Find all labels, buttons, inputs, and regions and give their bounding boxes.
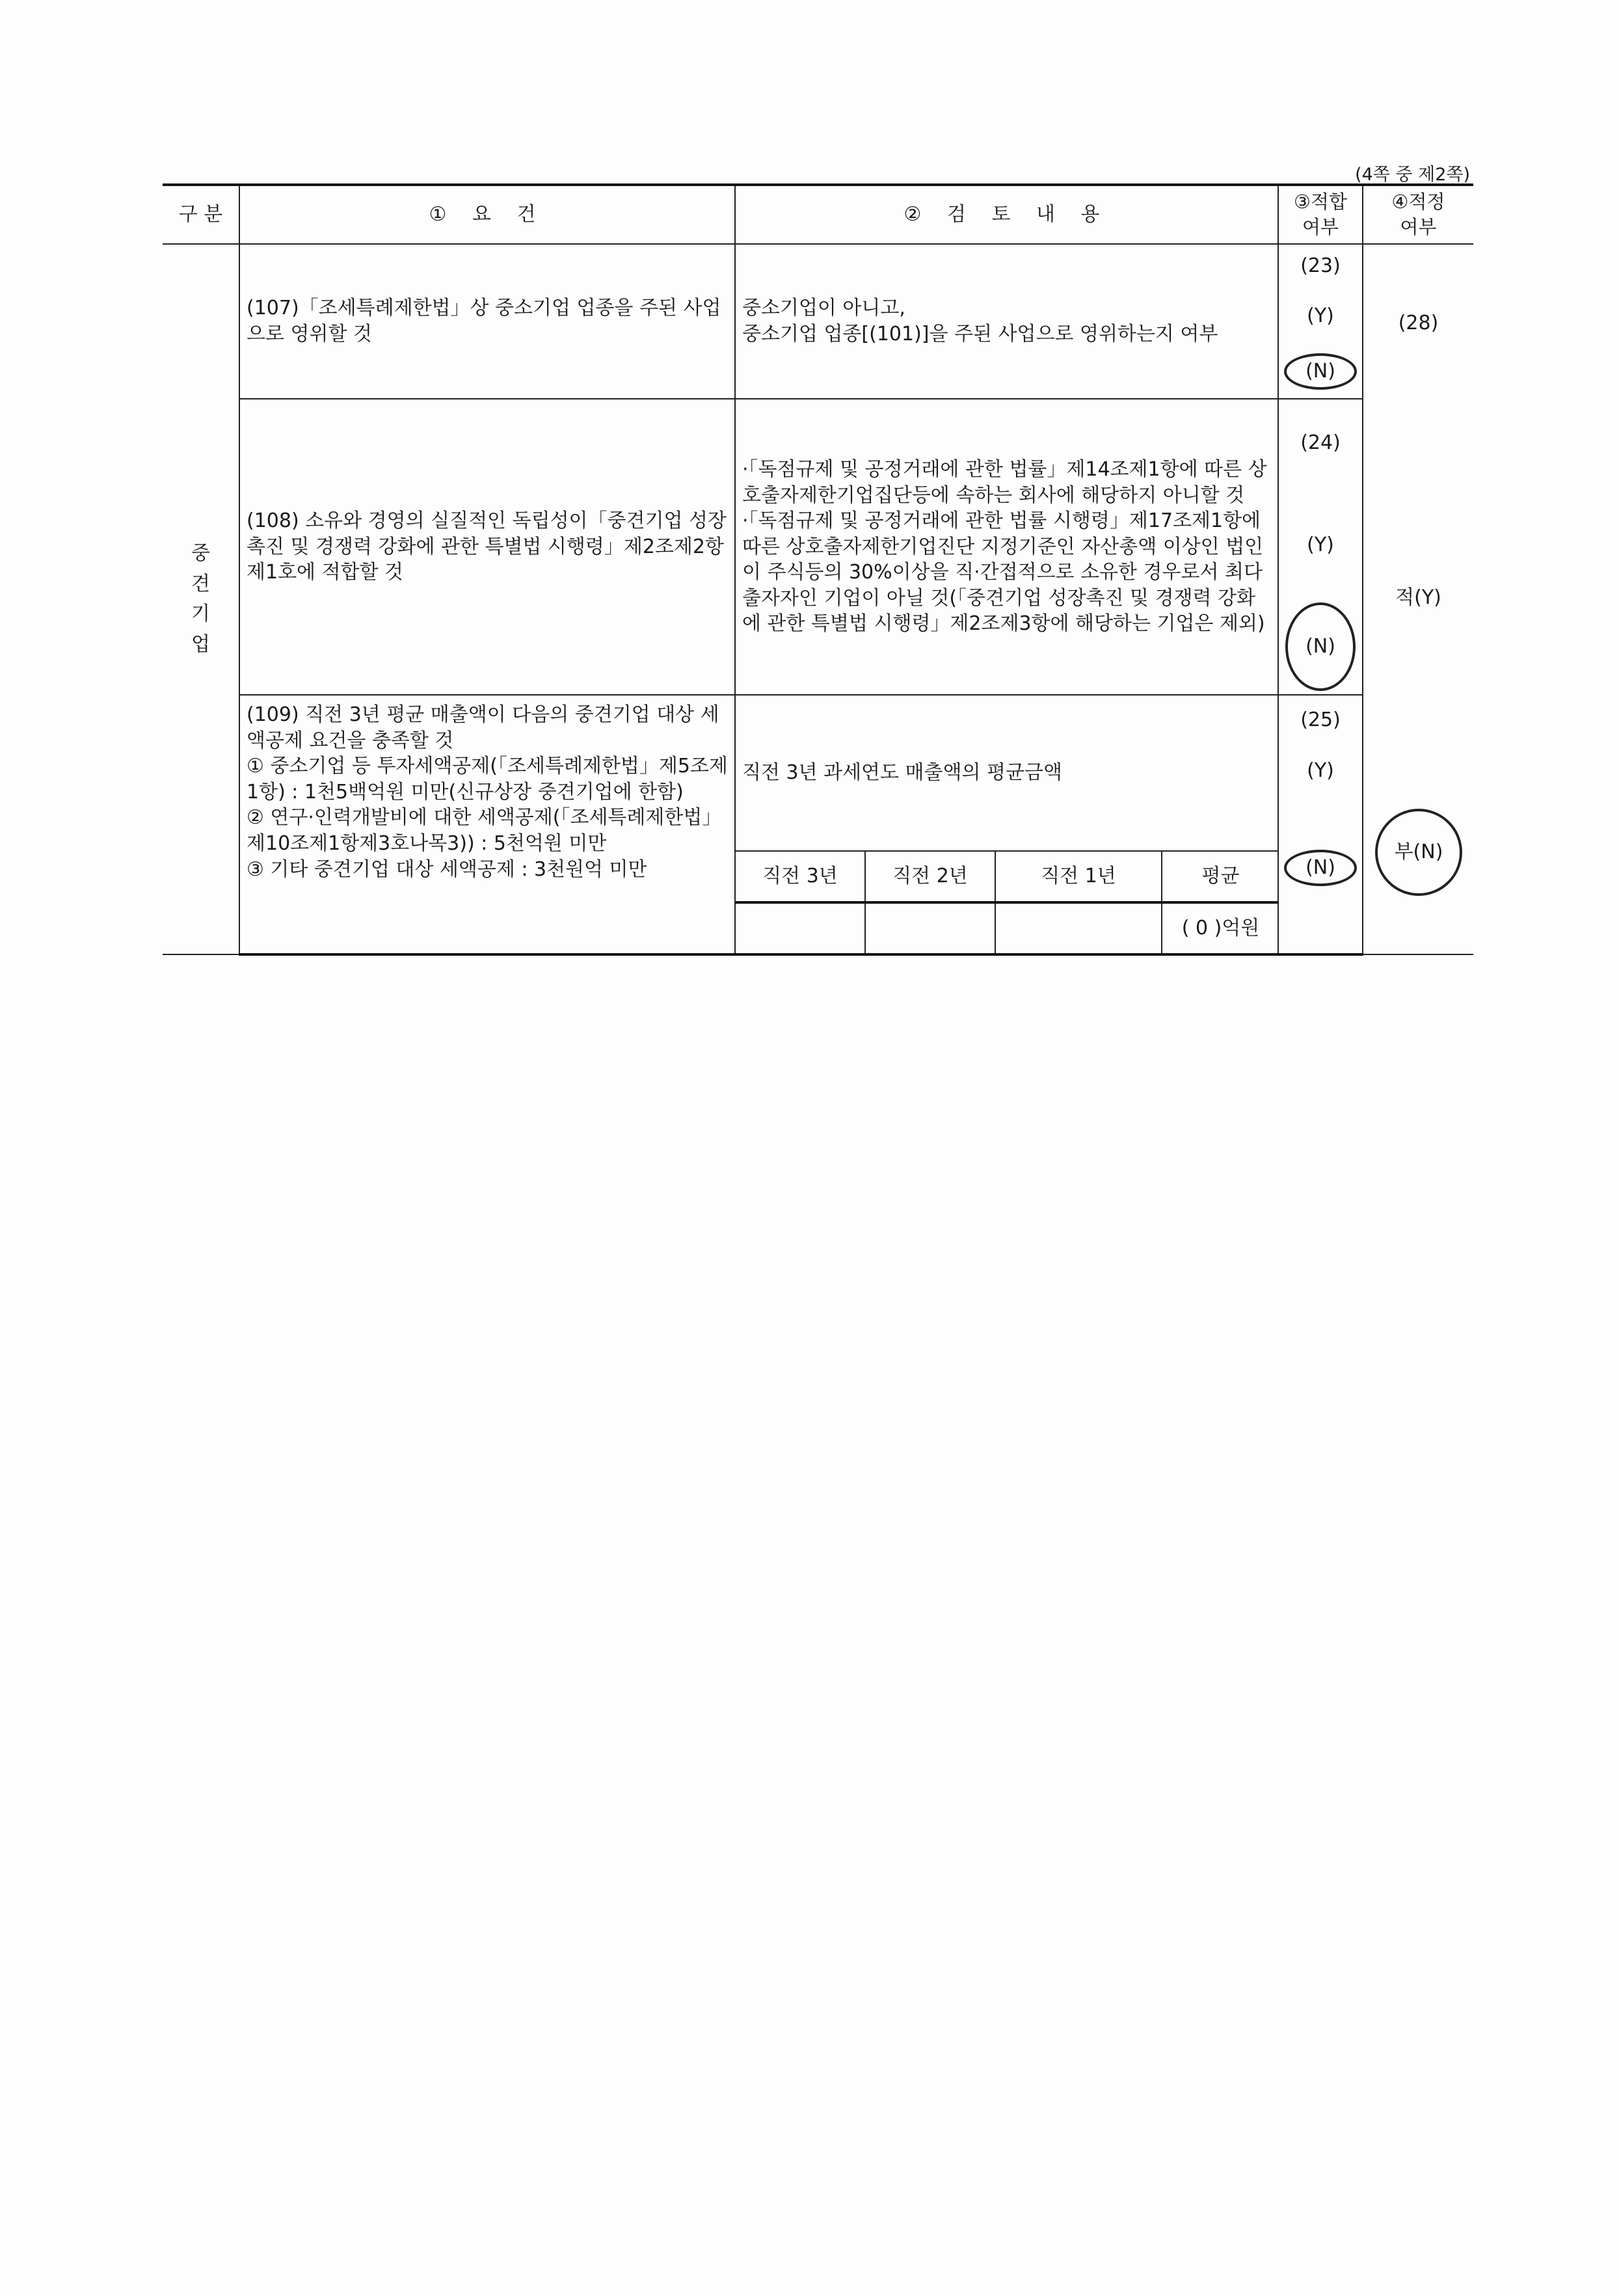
review-109 [735, 695, 1278, 954]
requirement-subitem: ② 연구·인력개발비에 대한 세액공제(「조세특례제한법」제10조제1항제3호나목3)) : 5천억원 미만 [247, 806, 722, 855]
fit-code: (24) [1300, 431, 1341, 454]
sales-value-row [736, 902, 1279, 953]
page-number-label: (4쪽 중 제2쪽) [1355, 165, 1470, 185]
requirement-subitem: ① 중소기업 등 투자세액공제(「조세특례제한법」제5조제1항) : 1천5백억원 미만(신규상장 중견기업에 한함) [247, 755, 728, 804]
fit-cell-109 [1278, 695, 1363, 954]
requirement-108: (108) 소유와 경영의 실질적인 독립성이「중견기업 성장촉진 및 경쟁력 강화에 관한 특별법 시행령」제2조제2항제1호에 적합할 것 [239, 399, 735, 695]
header-fit [1278, 185, 1363, 244]
header-fit-top: ③적합 [1293, 190, 1348, 213]
review-line: 중소기업 업종[(101)]을 주된 사업으로 영위하는지 여부 [742, 323, 1218, 345]
header-review: ② 검 토 내 용 [735, 185, 1278, 244]
fit-no-option-circled[interactable]: (N) [1284, 850, 1357, 886]
final-cell [1363, 244, 1473, 954]
category-char: 견 [191, 572, 210, 595]
sales-value-1y[interactable] [995, 902, 1162, 953]
review-line: 중소기업이 아니고, [742, 297, 905, 320]
sales-header-1y: 직전 1년 [995, 851, 1162, 902]
header-fit-bottom: 여부 [1302, 216, 1339, 238]
requirement-109 [239, 695, 735, 954]
header-final-bottom: 여부 [1400, 216, 1437, 238]
sales-header-2y: 직전 2년 [865, 851, 995, 902]
sales-header-average: 평균 [1162, 851, 1279, 902]
fit-no-option-circled[interactable]: (N) [1285, 602, 1356, 691]
midsize-enterprise-review-table [163, 183, 1473, 956]
fit-yes-option[interactable]: (Y) [1307, 533, 1334, 557]
sales-value-2y[interactable] [865, 902, 995, 953]
requirement-subitem: ③ 기타 중견기업 대상 세액공제 : 3천원억 미만 [247, 858, 647, 881]
category-cell [163, 244, 239, 954]
review-text: 직전 3년 과세연도 매출액의 평균금액 [742, 761, 1062, 785]
table-row [163, 399, 1473, 695]
final-yes-option[interactable]: 적(Y) [1395, 586, 1441, 609]
fit-no-option-circled[interactable]: (N) [1284, 353, 1357, 390]
header-final-top: ④적정 [1391, 190, 1445, 213]
fit-cell-108 [1278, 399, 1363, 695]
category-char: 기 [191, 602, 210, 625]
category-char: 중 [191, 542, 210, 565]
fit-yes-option[interactable]: (Y) [1307, 304, 1334, 327]
review-108 [735, 399, 1278, 695]
fit-cell-107 [1278, 244, 1363, 399]
fit-code: (25) [1300, 709, 1341, 731]
header-row [163, 185, 1473, 244]
review-line: ·「독점규제 및 공정거래에 관한 법률 시행령」제17조제1항에 따른 상호출자제한기업진단 지정기준인 자산총액 이상인 법인이 주식등의 30%이상을 직·간접적으로 소유한 경우로서 최다출자자인 기업이 아닐 것(「중견기업 성장촉진 및 경쟁력 강화에 관한 특별법 시행령」제2조제3항에 해당하는 기업은 제외) [742, 509, 1265, 636]
sales-value-3y[interactable] [736, 902, 865, 953]
review-line: ·「독점규제 및 공정거래에 관한 법률」제14조제1항에 따른 상호출자제한기업집단등에 속하는 회사에 해당하지 아니할 것 [742, 457, 1267, 507]
header-final [1363, 185, 1473, 244]
final-no-option-circled[interactable]: 부(N) [1375, 809, 1462, 896]
requirement-main: (109) 직전 3년 평균 매출액이 다음의 중견기업 대상 세액공제 요건을 충족할 것 [247, 703, 719, 752]
fit-code: (23) [1300, 254, 1341, 277]
table-row [163, 244, 1473, 399]
requirement-107: (107)「조세특례제한법」상 중소기업 업종을 주된 사업으로 영위할 것 [239, 244, 735, 399]
review-107 [735, 244, 1278, 399]
fit-yes-option[interactable]: (Y) [1307, 759, 1334, 782]
final-code: (28) [1398, 312, 1439, 334]
table-row [163, 695, 1473, 954]
header-category: 구 분 [163, 185, 239, 244]
header-requirement: ① 요 건 [239, 185, 735, 244]
sales-table [736, 850, 1279, 953]
sales-value-average[interactable]: ( 0 )억원 [1162, 902, 1279, 953]
sales-header-3y: 직전 3년 [736, 851, 865, 902]
sales-header-row [736, 851, 1279, 902]
category-char: 업 [191, 632, 210, 656]
